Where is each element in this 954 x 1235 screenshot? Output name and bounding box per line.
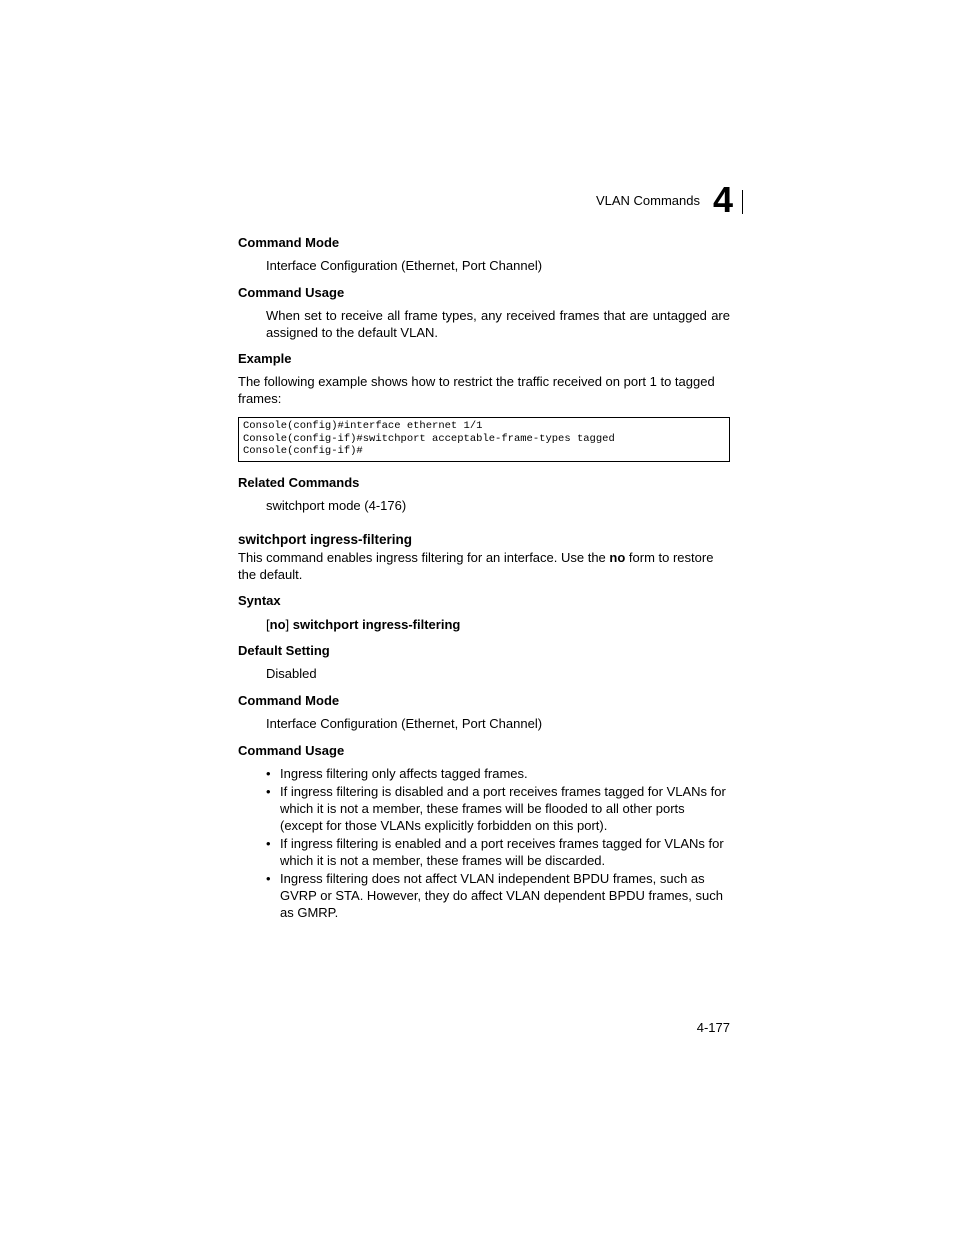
command-mode-text-2: Interface Configuration (Ethernet, Port Channel)	[266, 716, 543, 731]
code-line: Console(config-if)#	[243, 445, 363, 457]
command-usage-heading: Command Usage	[238, 285, 345, 300]
intro-text-end: form to restore the default.	[238, 550, 714, 582]
list-item	[266, 836, 730, 870]
default-setting-text: Disabled	[266, 666, 317, 681]
list-item-text: Ingress filtering only affects tagged frames.	[280, 766, 528, 781]
syntax-line	[266, 617, 730, 634]
list-item-text: Ingress filtering does not affect VLAN independent BPDU frames, such as GVRP or STA. However, they do affect VLAN dependent BPDU frames, such as GMRP.	[280, 871, 723, 920]
command-mode-heading-2: Command Mode	[238, 693, 340, 708]
list-item	[266, 784, 730, 834]
bullet-icon: •	[266, 784, 271, 800]
intro-no-keyword: no	[609, 550, 626, 565]
example-heading: Example	[238, 351, 292, 366]
default-setting-heading: Default Setting	[238, 643, 330, 658]
list-item-text: If ingress filtering is disabled and a port receives frames tagged for VLANs for which it is not a member, these frames will be flooded to all other ports (except for those VLANs explicitly forbidden on this port).	[280, 784, 726, 833]
command-mode-heading: Command Mode	[238, 235, 340, 250]
list-item	[266, 871, 730, 921]
code-example-box	[238, 417, 730, 462]
syntax-heading: Syntax	[238, 593, 281, 608]
list-item	[266, 766, 730, 783]
chapter-divider	[742, 190, 743, 214]
list-item-text: If ingress filtering is enabled and a port receives frames tagged for VLANs for which it is not a member, these frames will be discarded.	[280, 836, 724, 868]
related-commands-heading: Related Commands	[238, 475, 360, 490]
bullet-icon: •	[266, 836, 271, 852]
running-header-title: VLAN Commands	[595, 193, 700, 208]
command-description	[238, 550, 730, 583]
code-line: Console(config)#interface ethernet 1/1	[243, 420, 483, 432]
example-text: The following example shows how to restrict the traffic received on port 1 to tagged frames:	[238, 374, 715, 406]
syntax-close-bracket: ]	[285, 617, 293, 632]
command-usage-heading-2: Command Usage	[238, 743, 345, 758]
intro-text: This command enables ingress filtering for an interface. Use the	[238, 550, 610, 565]
syntax-open-bracket: [	[266, 617, 270, 632]
command-usage-text: When set to receive all frame types, any received frames that are untagged are assigned to the default VLAN.	[266, 308, 730, 340]
bullet-icon: •	[266, 766, 271, 781]
bullet-icon: •	[266, 871, 271, 887]
command-mode-text: Interface Configuration (Ethernet, Port Channel)	[266, 258, 543, 273]
usage-bullet-list	[266, 766, 730, 923]
syntax-no-keyword: no	[269, 617, 286, 632]
page-number: 4-177	[696, 1020, 730, 1035]
code-line: Console(config-if)#switchport acceptable-frame-types tagged	[243, 433, 615, 445]
syntax-command: switchport ingress-filtering	[292, 617, 461, 632]
command-title: switchport ingress-filtering	[238, 532, 413, 547]
chapter-number: 4	[713, 179, 734, 220]
related-command-text: switchport mode (4-176)	[266, 498, 407, 513]
